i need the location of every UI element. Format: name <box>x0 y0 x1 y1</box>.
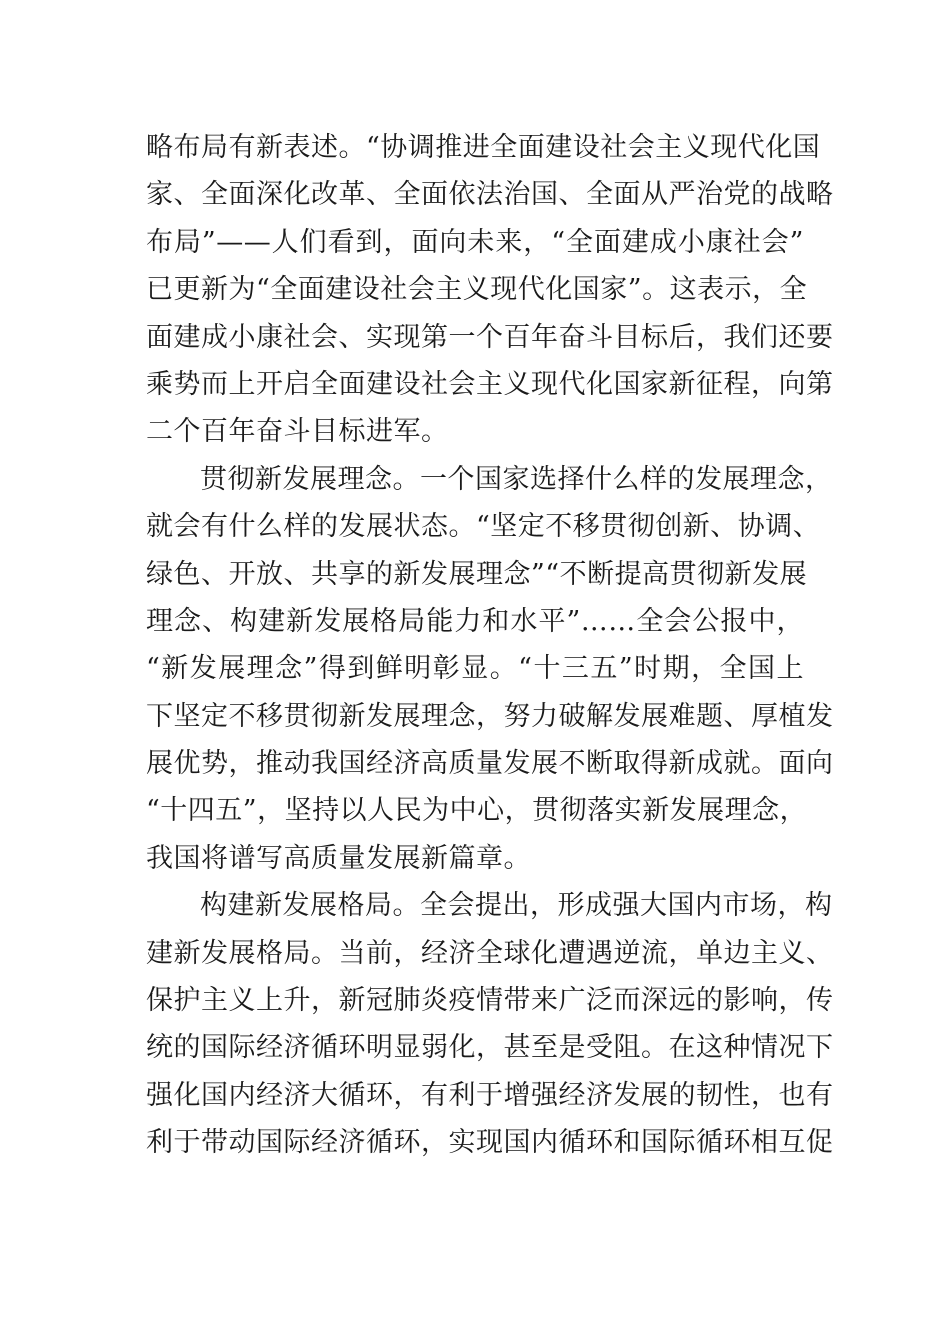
paragraph-line: 强化国内经济大循环，有利于增强经济发展的韧性，也有 <box>146 1079 834 1111</box>
paragraph-line: 面建成小康社会、实现第一个百年奋斗目标后，我们还要 <box>146 321 834 353</box>
paragraph-line: “十四五”，坚持以人民为中心，贯彻落实新发展理念， <box>146 795 808 827</box>
paragraph-line: 理念、构建新发展格局能力和水平”……全会公报中， <box>146 605 804 637</box>
paragraph-line: 建新发展格局。当前，经济全球化遭遇逆流，单边主义、 <box>146 937 834 969</box>
document-body <box>146 124 834 1167</box>
paragraph-line: 展优势，推动我国经济高质量发展不断取得新成就。面向 <box>146 748 834 780</box>
paragraph-line: 下坚定不移贯彻新发展理念，努力破解发展难题、厚植发 <box>146 700 834 732</box>
paragraph-first-line: 贯彻新发展理念。一个国家选择什么样的发展理念， <box>200 463 833 495</box>
paragraph-line: 已更新为“全面建设社会主义现代化国家”。这表示，全 <box>146 274 808 306</box>
paragraph-line: 统的国际经济循环明显弱化，甚至是受阻。在这种情况下 <box>146 1032 834 1064</box>
paragraph-line: 绿色、开放、共享的新发展理念”“不断提高贯彻新发展 <box>146 558 808 590</box>
paragraph-line: 就会有什么样的发展状态。“坚定不移贯彻创新、协调、 <box>146 511 821 543</box>
paragraph-line: 家、全面深化改革、全面依法治国、全面从严治党的战略 <box>146 179 834 211</box>
paragraph-line: 乘势而上开启全面建设社会主义现代化国家新征程，向第 <box>146 368 834 400</box>
paragraph-line: 我国将谱写高质量发展新篇章。 <box>146 842 531 874</box>
paragraph-line: 略布局有新表述。“协调推进全面建设社会主义现代化国 <box>146 132 821 163</box>
paragraph-line: 布局”——人们看到，面向未来，“全面建成小康社会” <box>146 226 804 258</box>
paragraph-first-line: 构建新发展格局。全会提出，形成强大国内市场，构 <box>200 890 833 922</box>
paragraph-line: 保护主义上升，新冠肺炎疫情带来广泛而深远的影响，传 <box>146 985 834 1017</box>
paragraph-line: 利于带动国际经济循环，实现国内循环和国际循环相互促 <box>146 1127 834 1159</box>
paragraph-line: “新发展理念”得到鲜明彰显。“十三五”时期，全国上 <box>146 653 804 685</box>
paragraph-line: 二个百年奋斗目标进军。 <box>146 416 449 448</box>
